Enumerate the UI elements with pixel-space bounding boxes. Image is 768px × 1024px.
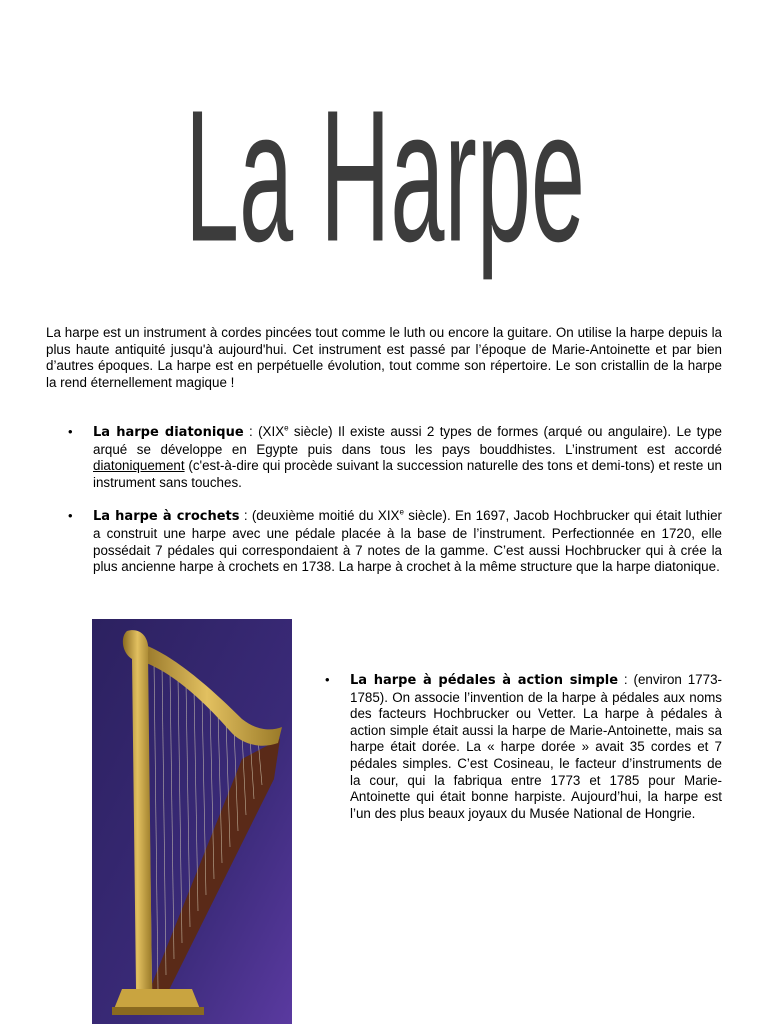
bullet-text: : (XIX xyxy=(243,424,285,439)
superscript: e xyxy=(284,423,289,433)
bullet-list xyxy=(46,424,722,593)
bullet-dot: • xyxy=(68,508,73,524)
bullet-list-secondary xyxy=(303,672,722,839)
superscript: e xyxy=(399,507,404,517)
bullet-term: La harpe à crochets xyxy=(93,509,240,525)
bullet-text: (c'est-à-dire qui procède suivant la succession naturelle des tons et demi-tons) et reste un instrument sans touches. xyxy=(93,458,722,490)
bullet-dot: • xyxy=(325,672,330,687)
bullet-term: La harpe diatonique xyxy=(93,425,244,440)
intro-paragraph: La harpe est un instrument à cordes pincées tout comme le luth ou encore la guitare. On utilise la harpe depuis la plus haute antiquité jusqu'à aujourd'hui. Cet instrument est passé par l’époque de Marie-Antoinette et par bien d’autres époques. La harpe est en perpétuelle évolution, tout comme son répertoire. Le son cristallin de la harpe la rend éternellement magique ! xyxy=(46,325,722,390)
list-item xyxy=(303,672,722,822)
bullet-text: : (deuxième moitié du XIX xyxy=(239,508,400,524)
bullet-text: siècle) Il existe aussi 2 types de formes (arqué ou angulaire). Le type arqué se développe en Egypte puis dans tous les pays bouddhistes. L’instrument est accordé xyxy=(93,424,722,457)
bullet-dot: • xyxy=(68,424,73,439)
underlined-term: diatoniquement xyxy=(93,458,185,474)
bullet-term: La harpe à pédales à action simple xyxy=(350,673,619,688)
bullet-text: : (environ 1773-1785). On associe l’invention de la harpe à pédales aux noms des facteurs Hochbrucker ou Vetter. La harpe à pédales à action simple était aussi la harpe de Marie-Antoinette, mais sa harpe était dorée. La « harpe dorée » avait 35 cordes et 7 pédales simples. C’est Cosineau, le facteur d’instruments de la cour, qui la fabriqua entre 1773 et 1785 pour Marie-Antoinette qui était bonne harpiste. Aujourd’hui, la harpe est l’un des plus beaux joyaux du Musée National de Hongrie. xyxy=(350,672,722,821)
harp-photo xyxy=(92,619,292,1024)
list-item xyxy=(46,508,722,575)
title-text: La Harpe xyxy=(185,70,586,281)
list-item xyxy=(46,424,722,491)
bullet-text: siècle). En 1697, Jacob Hochbrucker qui était luthier a construit une harpe avec une pédale placée à la base de l’instrument. Perfectionnée en 1720, elle possédait 7 pédales qui correspondaient à 7 notes de la gamme. C’est aussi Hochbrucker qui à crée la plus ancienne harpe à crochets en 1738. La harpe à crochet à la même structure que la harpe diatonique. xyxy=(93,508,723,575)
page-title xyxy=(175,58,595,308)
